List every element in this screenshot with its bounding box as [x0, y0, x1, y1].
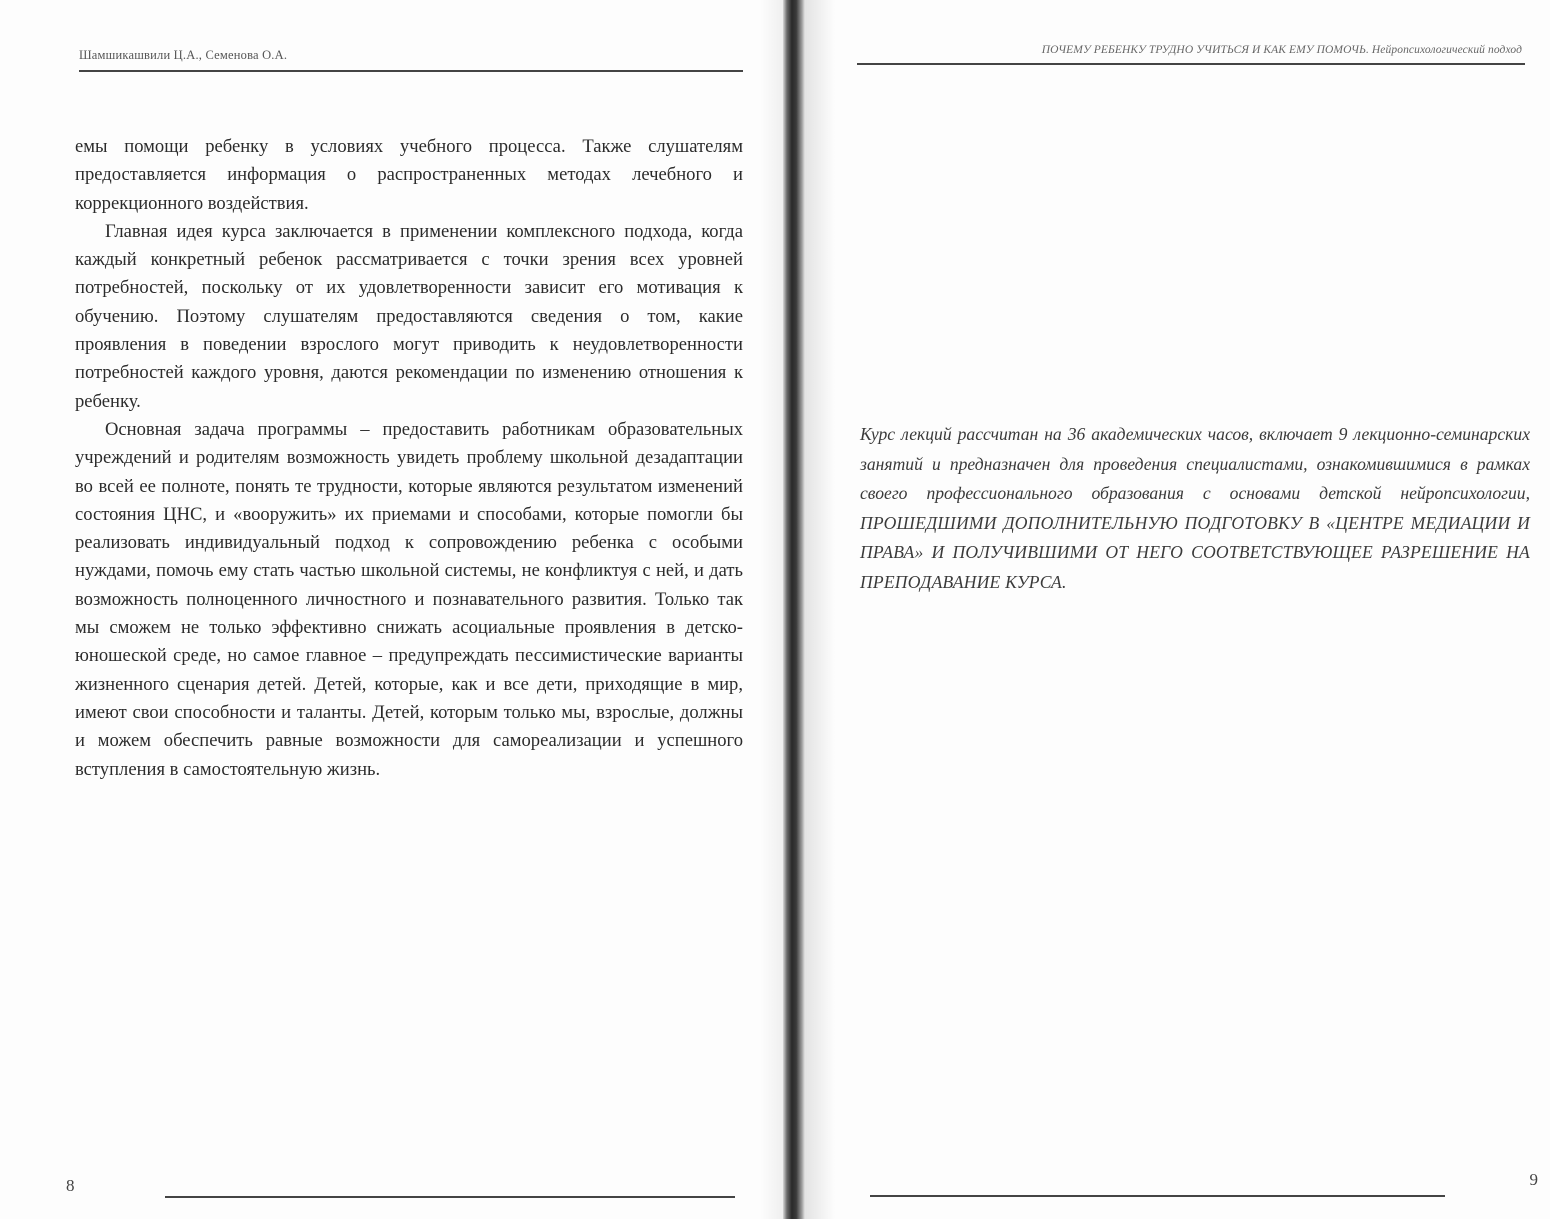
- right-footer-rule: [870, 1195, 1445, 1197]
- left-body-text: [75, 133, 743, 784]
- course-notice-italic: Курс лекций рассчитан на 36 академических часов, включает 9 лекционно-семинарских занятий и предназначен для проведения специалистами, ознакомившимися в рамках своего профессионального образования с основами детской нейропсихологии,: [860, 424, 1530, 503]
- body-paragraph: Основная задача программы – предоставить работникам образовательных учреждений и родителям возможность увидеть проблему школьной дезадаптации во всей ее полноте, понять те трудности, которые являются результатом изменений состояния ЦНС, и «вооружить» их приемами и способами, которые помогли бы реализовать индивидуальный подход к сопровождению ребенка с особыми нуждами, помочь ему стать частью школьной системы, не конфликтуя с ней, и дать возможность полноценного личностного и познавательного развития. Только так мы сможем не только эффективно снижать асоциальные проявления в детско-юношеской среде, но самое главное – предупреждать пессимистические варианты жизненного сценария детей. Детей, которые, как и все дети, приходящие в мир, имеют свои способности и таланты. Детей, которым только мы, взрослые, должны и можем обеспечить равные возможности для самореализации и успешного вступления в самостоятельную жизнь.: [75, 418, 743, 780]
- right-page: [805, 0, 1550, 1219]
- right-page-number: 9: [1529, 1170, 1538, 1189]
- body-paragraph: Главная идея курса заключается в применении комплексного подхода, когда каждый конкретный ребенок рассматривается с точки зрения всех уровней потребностей, поскольку от их удовлетворенности зависит его мотивация к обучению. Поэтому слушателям предоставляются сведения о том, какие проявления в поведении взрослого могут приводить к неудовлетворенности потребностей каждого уровня, даются рекомендации по изменению отношения к ребенку.: [75, 220, 743, 412]
- book-gutter: [783, 0, 805, 1219]
- left-header-rule: [79, 70, 743, 72]
- left-running-head: Шамшикашвили Ц.А., Семенова О.А.: [79, 48, 288, 62]
- right-header-rule: [857, 63, 1525, 65]
- gutter-shadow-left: [760, 0, 784, 1219]
- course-notice: [860, 420, 1530, 597]
- course-notice-caps: ПРОШЕДШИМИ ДОПОЛНИТЕЛЬНУЮ ПОДГОТОВКУ В «ЦЕНТРЕ МЕДИАЦИИ И ПРАВА» И ПОЛУЧИВШИМИ ОТ НЕГО СООТВЕТСТВУЮЩЕЕ РАЗРЕШЕНИЕ НА ПРЕПОДАВАНИЕ КУРСА.: [860, 512, 1530, 592]
- left-page-number: 8: [66, 1176, 75, 1195]
- left-footer-rule: [165, 1196, 735, 1198]
- right-running-head: ПОЧЕМУ РЕБЕНКУ ТРУДНО УЧИТЬСЯ И КАК ЕМУ ПОМОЧЬ. Нейропсихологический подход: [1041, 44, 1522, 56]
- body-paragraph: емы помощи ребенку в условиях учебного процесса. Также слушателям предоставляется информация о распространенных методах лечебного и коррекционного воздействия.: [75, 136, 743, 214]
